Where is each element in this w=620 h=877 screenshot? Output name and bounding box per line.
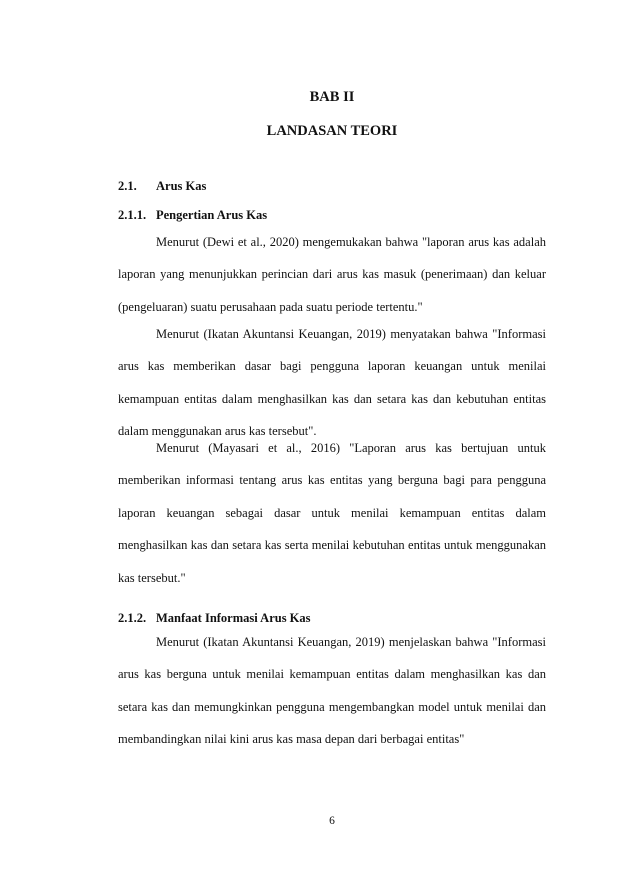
section-number: 2.1.	[118, 179, 137, 193]
paragraph-definition-iai: Menurut (Ikatan Akuntansi Keuangan, 2019) menyatakan bahwa "Informasi arus kas memberikan dasar bagi pengguna laporan keuangan untuk menilai kemampuan entitas dalam menghasilkan kas dan setara kas dan kebutuhan entitas dalam menggunakan arus kas tersebut".	[118, 327, 546, 439]
section-title: Arus Kas	[156, 179, 207, 193]
section-number: 2.1.1.	[118, 208, 147, 222]
section-number: 2.1.2.	[118, 611, 147, 625]
section-title: Pengertian Arus Kas	[156, 208, 268, 222]
chapter-title: LANDASAN TEORI	[266, 123, 398, 139]
section-heading-2-1-2	[118, 611, 311, 626]
paragraph-benefit-iai: Menurut (Ikatan Akuntansi Keuangan, 2019) menjelaskan bahwa "Informasi arus kas berguna untuk menilai kemampuan entitas dalam menghasilkan kas dan setara kas dan memungkinkan pengguna mengembangkan model untuk menilai dan membandingkan nilai kini arus kas masa depan dari berbagai entitas"	[118, 635, 546, 747]
section-title: Manfaat Informasi Arus Kas	[156, 611, 311, 625]
paragraph-definition-dewi: Menurut (Dewi et al., 2020) mengemukakan bahwa "laporan arus kas adalah laporan yang menunjukkan perincian dari arus kas masuk (penerimaan) dan keluar (pengeluaran) suatu perusahaan pada suatu periode tertentu."	[118, 235, 546, 314]
page-number: 6	[329, 815, 335, 827]
chapter-number: BAB II	[309, 89, 355, 105]
section-heading-2-1	[118, 179, 206, 194]
paragraph-definition-mayasari: Menurut (Mayasari et al., 2016) "Laporan arus kas bertujuan untuk memberikan informasi tentang arus kas entitas yang berguna bagi para pengguna laporan keuangan sebagai dasar untuk menilai kemampuan entitas dalam menghasilkan kas dan setara kas serta menilai kebutuhan entitas untuk menggunakan kas tersebut."	[118, 441, 546, 585]
section-heading-2-1-1	[118, 208, 267, 223]
